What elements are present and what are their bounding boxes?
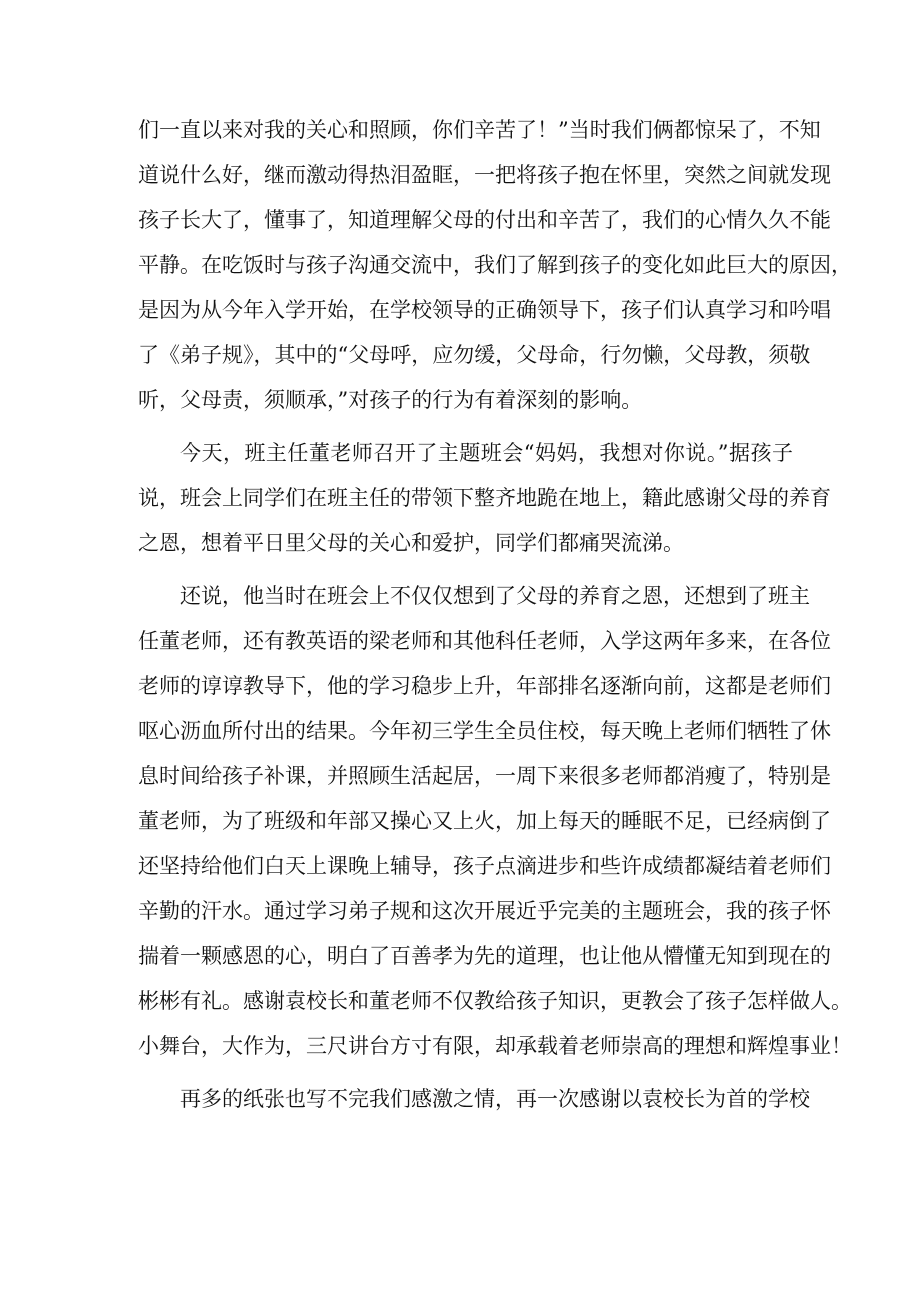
paragraph-gap [138, 566, 793, 574]
text-line: 老师的谆谆教导下，他的学习稳步上升，年部排名逐渐向前，这都是老师们 [138, 674, 831, 698]
text-line: 董老师，为了班级和年部又操心又上火，加上每天的睡眠不足，已经病倒了 [138, 809, 831, 833]
paragraph [138, 108, 852, 423]
paragraph [138, 574, 852, 1069]
text-line: 说，班会上同学们在班主任的带领下整齐地跪在地上，籍此感谢父母的养育 [138, 486, 831, 510]
text-line: 是因为从今年入学开始，在学校领导的正确领导下，孩子们认真学习和吟唱 [138, 298, 831, 322]
paragraph [138, 1077, 810, 1122]
text-line: 再多的纸张也写不完我们感激之情，再一次感谢以袁校长为首的学校 [180, 1087, 810, 1111]
text-line: 还说，他当时在班会上不仅仅想到了父母的养育之恩，还想到了班主 [180, 584, 810, 608]
paragraph-gap [138, 423, 793, 431]
text-line: 还坚持给他们白天上课晚上辅导，孩子点滴进步和些许成绩都凝结着老师们 [138, 854, 831, 878]
text-line: 们一直以来对我的关心和照顾，你们辛苦了！”当时我们俩都惊呆了，不知 [138, 118, 821, 142]
text-line: 听，父母责，须顺承，”对孩子的行为有着深刻的影响。 [138, 388, 643, 412]
document-body [138, 108, 852, 1122]
text-line: 揣着一颗感恩的心，明白了百善孝为先的道理，也让他从懵懂无知到现在的 [138, 944, 831, 968]
text-line: 之恩，想着平日里父母的关心和爱护，同学们都痛哭流涕。 [138, 531, 684, 555]
text-line: 平静。在吃饭时与孩子沟通交流中，我们了解到孩子的变化如此巨大的原因， [138, 253, 852, 277]
text-line: 呕心沥血所付出的结果。今年初三学生全员住校，每天晚上老师们牺牲了休 [138, 719, 831, 743]
text-line: 孩子长大了，懂事了，知道理解父母的付出和辛苦了，我们的心情久久不能 [138, 208, 831, 232]
text-line: 今天，班主任董老师召开了主题班会“妈妈，我想对你说。”据孩子 [180, 441, 793, 465]
text-line: 道说什么好，继而激动得热泪盈眶，一把将孩子抱在怀里，突然之间就发现 [138, 163, 831, 187]
paragraph [138, 431, 831, 566]
text-line: 息时间给孩子补课，并照顾生活起居，一周下来很多老师都消瘦了，特别是 [138, 764, 831, 788]
paragraph-gap [138, 1069, 793, 1077]
text-line: 任董老师，还有教英语的梁老师和其他科任老师，入学这两年多来，在各位 [138, 629, 831, 653]
text-line: 小舞台，大作为，三尺讲台方寸有限，却承载着老师崇高的理想和辉煌事业！ [138, 1034, 852, 1058]
text-line: 了《弟子规》，其中的“父母呼，应勿缓，父母命，行勿懒，父母教，须敬 [138, 343, 811, 367]
text-line: 彬彬有礼。感谢袁校长和董老师不仅教给孩子知识，更教会了孩子怎样做人。 [138, 989, 852, 1013]
text-line: 辛勤的汗水。通过学习弟子规和这次开展近乎完美的主题班会，我的孩子怀 [138, 899, 831, 923]
